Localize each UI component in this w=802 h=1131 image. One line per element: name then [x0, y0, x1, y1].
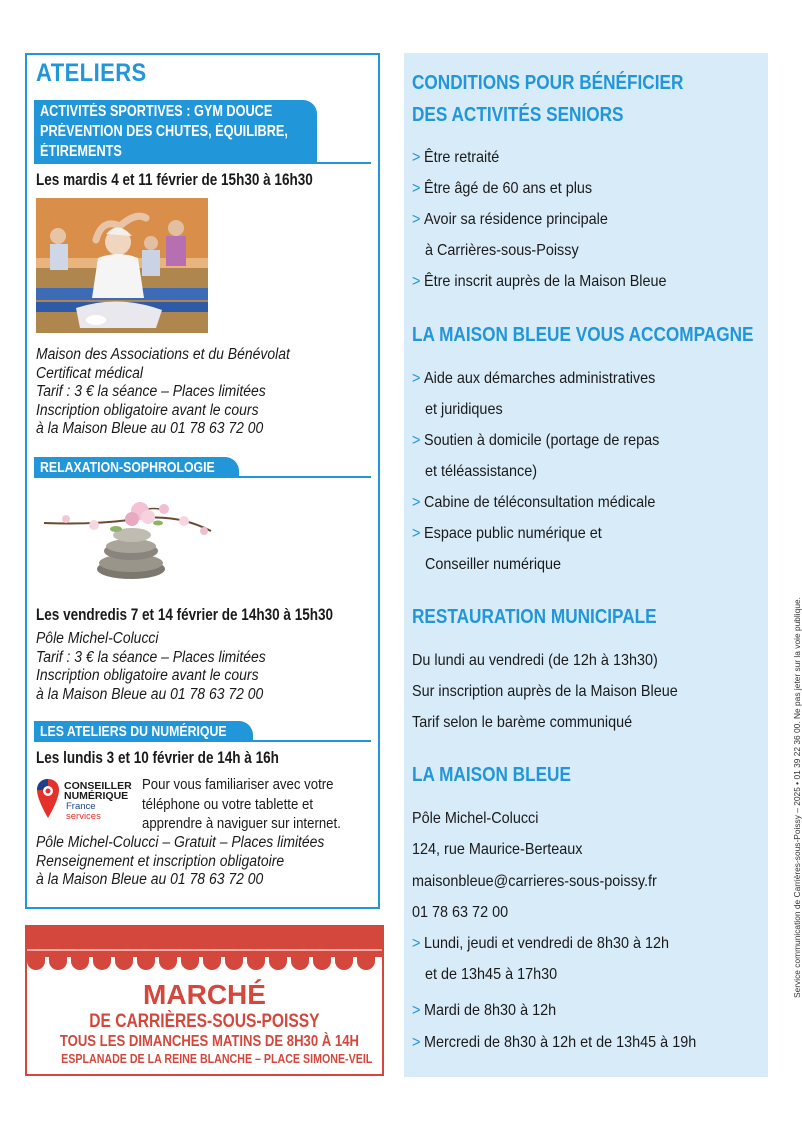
hours-item — [412, 1002, 556, 1020]
numerique-info-line: Renseignement et inscription obligatoire — [36, 852, 285, 870]
service-text: Cabine de téléconsultation médicale — [424, 494, 656, 511]
relax-info-line: Tarif : 3 € la séance – Places limitées — [36, 648, 266, 666]
numerique-desc-line: téléphone ou votre tablette et — [142, 795, 313, 813]
arrow-icon: > — [412, 273, 421, 290]
gym-tab-line-1: ACTIVITÉS SPORTIVES : GYM DOUCE — [40, 103, 273, 120]
relax-section-tab — [34, 457, 239, 478]
relax-info — [36, 630, 266, 704]
relax-photo — [36, 483, 226, 583]
gym-info — [36, 346, 290, 439]
conseiller-numerique-logo — [36, 778, 136, 828]
relax-info-line: Inscription obligatoire avant le cours — [36, 667, 259, 684]
side-legal-note — [776, 597, 802, 998]
conditions-title-line-2: DES ACTIVITÉS SENIORS — [412, 104, 624, 126]
numerique-tab-label: LES ATELIERS DU NUMÉRIQUE — [40, 723, 227, 740]
numerique-schedule: Les lundis 3 et 10 février de 14h à 16h — [36, 749, 279, 767]
service-item — [412, 432, 659, 450]
service-text: Conseiller numérique — [425, 556, 562, 573]
maison-address-line: Pôle Michel-Colucci — [412, 810, 539, 827]
gym-tab-underline — [34, 162, 371, 164]
relax-tab-label: RELAXATION-SOPHROLOGIE — [40, 459, 215, 476]
numerique-desc-line: Pour vous familiariser avec votre — [142, 776, 334, 793]
restauration-line: Tarif selon le barème communiqué — [412, 714, 633, 731]
numerique-info — [36, 834, 324, 890]
service-item — [412, 494, 655, 512]
map-pin-icon — [36, 778, 60, 820]
marche-title: MARCHÉ — [143, 979, 266, 1010]
arrow-icon: > — [412, 149, 421, 166]
hours-text: et de 13h45 à 17h30 — [425, 966, 558, 983]
service-text: et téléassistance) — [425, 463, 538, 480]
gym-info-line: Inscription obligatoire avant le cours — [36, 401, 259, 419]
gym-tab-line-2: PRÉVENTION DES CHUTES, ÉQUILIBRE, — [40, 123, 288, 140]
service-text: Espace public numérique et — [424, 525, 602, 542]
condition-text: Être âgé de 60 ans et plus — [424, 180, 593, 197]
condition-text: à Carrières-sous-Poissy — [425, 242, 579, 259]
maison-address-line: 124, rue Maurice-Berteaux — [412, 841, 583, 858]
condition-text: Être inscrit auprès de la Maison Bleue — [424, 273, 667, 290]
condition-text: Être retraité — [424, 149, 500, 166]
conditions-title-line-1: CONDITIONS POUR BÉNÉFICIER — [412, 72, 684, 94]
relax-tab-underline — [34, 476, 371, 478]
hours-text: Lundi, jeudi et vendredi de 8h30 à 12h — [424, 935, 670, 952]
accompagne-title: LA MAISON BLEUE VOUS ACCOMPAGNE — [412, 324, 754, 346]
logo-line-2: NUMÉRIQUE — [64, 790, 129, 802]
restauration-title: RESTAURATION MUNICIPALE — [412, 606, 657, 628]
condition-text: Avoir sa résidence principale — [424, 211, 608, 228]
service-item — [412, 525, 602, 543]
gym-section-tab — [34, 100, 317, 164]
service-text: Aide aux démarches administratives — [424, 370, 656, 387]
arrow-icon: > — [412, 180, 421, 197]
marche-location — [27, 1051, 382, 1066]
info-panel — [404, 53, 768, 1077]
numerique-desc-line: apprendre à naviguer sur internet. — [142, 815, 341, 832]
arrow-icon: > — [412, 525, 421, 542]
marche-box — [25, 925, 384, 1076]
numerique-tab-underline — [34, 740, 371, 742]
gym-info-line: Certificat médical — [36, 364, 143, 382]
logo-line-1: CONSEILLER — [64, 780, 132, 792]
hours-item — [412, 1034, 696, 1052]
gym-photo — [36, 198, 208, 333]
ateliers-title: ATELIERS — [36, 59, 147, 87]
service-text: et juridiques — [425, 401, 503, 418]
arrow-icon: > — [412, 370, 421, 387]
gym-info-line: Maison des Associations et du Bénévolat — [36, 346, 290, 363]
condition-item — [412, 180, 592, 198]
awning-illustration — [27, 927, 382, 973]
logo-line-3: France — [66, 801, 96, 812]
maison-phone[interactable]: 01 78 63 72 00 — [412, 904, 509, 921]
gym-info-line: Tarif : 3 € la séance – Places limitées — [36, 383, 266, 400]
numerique-section-tab — [34, 721, 253, 742]
relax-info-line: Pôle Michel-Colucci — [36, 630, 159, 647]
maison-bleue-title: LA MAISON BLEUE — [412, 764, 571, 786]
hours-text: Mardi de 8h30 à 12h — [424, 1002, 557, 1019]
maison-email-link[interactable]: maisonbleue@carrieres-sous-poissy.fr — [412, 873, 657, 890]
hours-item — [412, 935, 669, 953]
service-item — [412, 370, 655, 388]
ateliers-box — [25, 53, 380, 909]
restauration-line: Du lundi au vendredi (de 12h à 13h30) — [412, 652, 658, 669]
arrow-icon: > — [412, 494, 421, 511]
hours-text: Mercredi de 8h30 à 12h et de 13h45 à 19h — [424, 1034, 697, 1051]
gym-schedule: Les mardis 4 et 11 février de 15h30 à 16h30 — [36, 171, 313, 189]
numerique-info-line: à la Maison Bleue au 01 78 63 72 00 — [36, 871, 264, 888]
relax-schedule: Les vendredis 7 et 14 février de 14h30 à 15h30 — [36, 606, 334, 624]
restauration-line: Sur inscription auprès de la Maison Bleue — [412, 683, 678, 700]
side-legal-note-text: Service communication de Carrières-sous-Poissy – 2025 • 01 39 22 36 00. Ne pas jeter sur la voie publique. — [792, 597, 802, 998]
condition-item — [412, 149, 499, 167]
gym-tab-line-3: ÉTIREMENTS — [40, 143, 122, 160]
arrow-icon: > — [412, 1002, 421, 1019]
arrow-icon: > — [412, 211, 421, 228]
service-text: Soutien à domicile (portage de repas — [424, 432, 660, 449]
relax-info-line: à la Maison Bleue au 01 78 63 72 00 — [36, 685, 264, 703]
numerique-info-line: Pôle Michel-Colucci – Gratuit – Places limitées — [36, 834, 325, 851]
marche-subtitle — [27, 1011, 382, 1033]
marche-location-text: ESPLANADE DE LA REINE BLANCHE – PLACE SIMONE-VEIL — [61, 1051, 373, 1066]
gym-info-line: à la Maison Bleue au 01 78 63 72 00 — [36, 420, 264, 437]
condition-item — [412, 211, 608, 229]
marche-subtitle-text: DE CARRIÈRES-SOUS-POISSY — [89, 1011, 320, 1032]
condition-item — [412, 273, 667, 291]
marche-schedule — [27, 1033, 382, 1051]
logo-line-4: services — [66, 811, 101, 822]
numerique-description — [142, 775, 358, 834]
marche-schedule-text: TOUS LES DIMANCHES MATINS DE 8H30 À 14H — [59, 1033, 359, 1050]
arrow-icon: > — [412, 935, 421, 952]
arrow-icon: > — [412, 1034, 421, 1051]
arrow-icon: > — [412, 432, 421, 449]
